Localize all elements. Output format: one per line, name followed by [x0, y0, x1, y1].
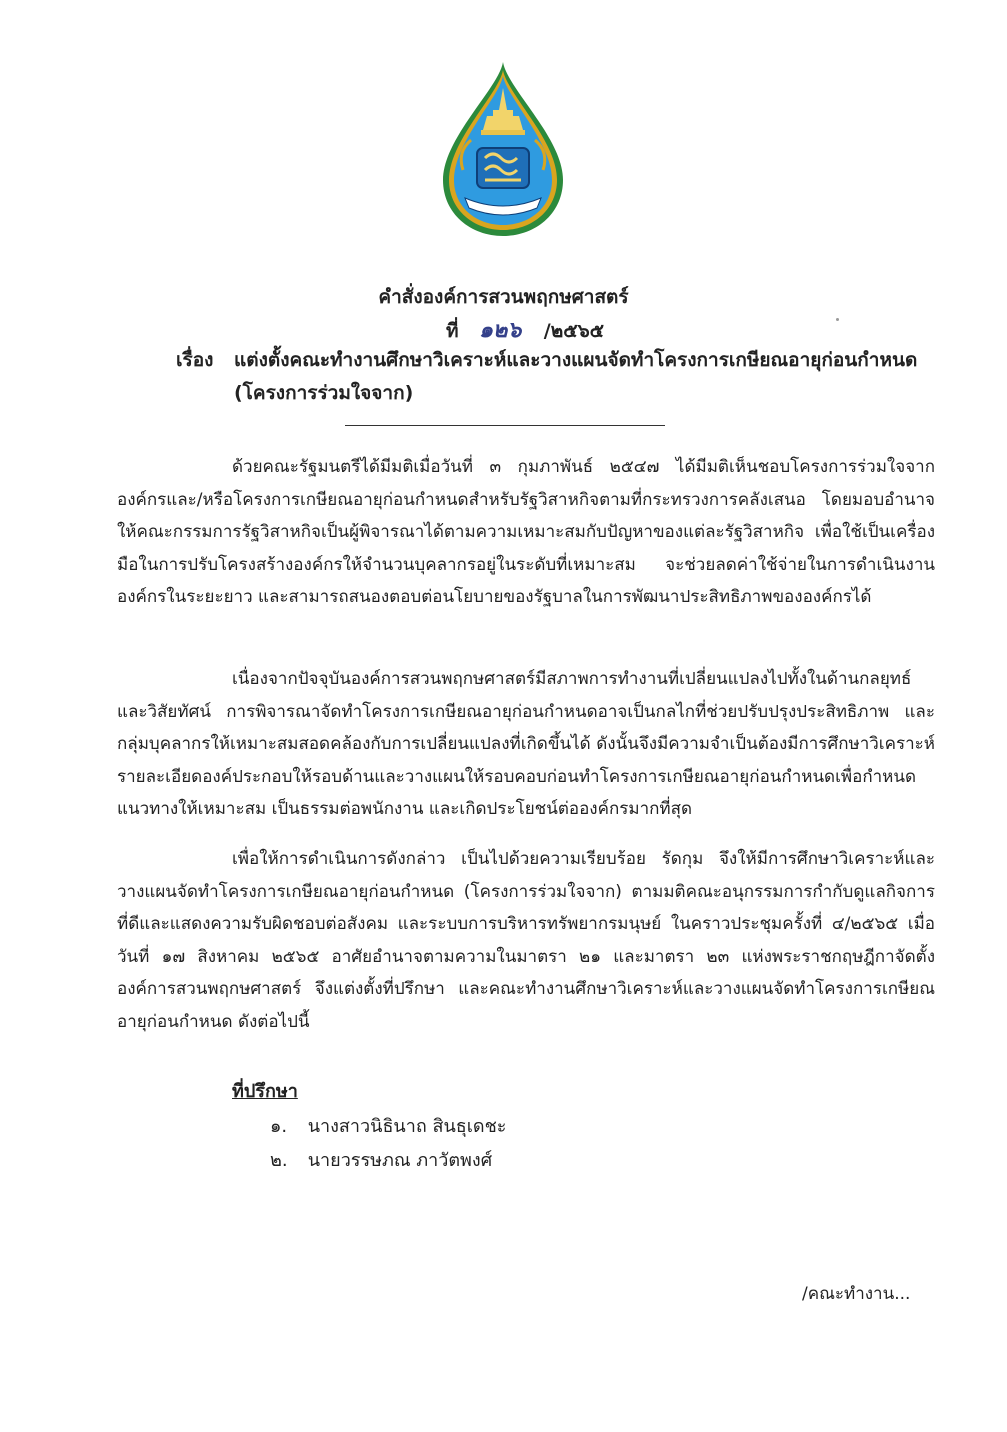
advisors-section — [232, 1076, 506, 1179]
body-paragraph-1: ด้วยคณะรัฐมนตรีได้มีมติเมื่อวันที่ ๓ กุมภาพันธ์ ๒๕๔๗ ได้มีมติเห็นชอบโครงการร่วมใจจากองค์กรและ/หรือโครงการเกษียณอายุก่อนกำหนดสำหรับรัฐวิสาหกิจตามที่กระทรวงการคลังเสนอ โดยมอบอำนาจให้คณะกรรมการรัฐวิสาหกิจเป็นผู้พิจารณาได้ตามความเหมาะสมกับปัญหาของแต่ละรัฐวิสาหกิจ เพื่อใช้เป็นเครื่องมือในการปรับโครงสร้างองค์กรให้จำนวนบุคลากรอยู่ในระดับที่เหมาะสม จะช่วยลดค่าใช้จ่ายในการดำเนินงานองค์กรในระยะยาว และสามารถสนองตอบต่อนโยบายของรัฐบาลในการพัฒนาประสิทธิภาพขององค์กรได้ — [117, 457, 935, 608]
order-number-prefix: ที่ — [446, 320, 459, 342]
subject-line-2: (โครงการร่วมใจจาก) — [234, 382, 414, 404]
order-number — [446, 312, 604, 347]
advisor-number: ๒. — [270, 1150, 288, 1171]
advisors-heading: ที่ปรึกษา — [232, 1081, 298, 1102]
header-divider — [345, 425, 665, 426]
organization-seal-logo — [437, 58, 569, 238]
advisor-item — [270, 1111, 506, 1145]
advisor-name: นางสาวนิธินาถ สินธุเดชะ — [307, 1116, 507, 1137]
page-continuation: /คณะทำงาน... — [802, 1284, 911, 1304]
body-paragraph-3: เพื่อให้การดำเนินการดังกล่าว เป็นไปด้วยความเรียบร้อย รัดกุม จึงให้มีการศึกษาวิเคราะห์และวางแผนจัดทำโครงการเกษียณอายุก่อนกำหนด (โครงการร่วมใจจาก) ตามมติคณะอนุกรรมการกำกับดูแลกิจการที่ดีและแสดงความรับผิดชอบต่อสังคม และระบบการบริหารทรัพยากรมนุษย์ ในคราวประชุมครั้งที่ ๔/๒๕๖๕ เมื่อวันที่ ๑๗ สิงหาคม ๒๕๖๕ อาศัยอำนาจตามความในมาตรา ๒๑ และมาตรา ๒๓ แห่งพระราชกฤษฎีกาจัดตั้งองค์การสวนพฤกษศาสตร์ จึงแต่งตั้งที่ปรึกษา และคณะทำงานศึกษาวิเคราะห์และวางแผนจัดทำโครงการเกษียณอายุก่อนกำหนด ดังต่อไปนี้ — [117, 849, 935, 1032]
order-number-year: /๒๕๖๕ — [543, 320, 605, 342]
document-title: คำสั่งองค์การสวนพฤกษศาสตร์ — [378, 286, 629, 308]
body-paragraph-2: เนื่องจากปัจจุบันองค์การสวนพฤกษศาสตร์มีสภาพการทำงานที่เปลี่ยนแปลงไปทั้งในด้านกลยุทธ์และวิสัยทัศน์ การพิจารณาจัดทำโครงการเกษียณอายุก่อนกำหนดอาจเป็นกลไกที่ช่วยปรับปรุงประสิทธิภาพ และกลุ่มบุคลากรให้เหมาะสมสอดคล้องกับการเปลี่ยนแปลงที่เกิดขึ้นได้ ดังนั้นจึงมีความจำเป็นต้องมีการศึกษาวิเคราะห์รายละเอียดองค์ประกอบให้รอบด้านและวางแผนให้รอบคอบก่อนทำโครงการเกษียณอายุก่อนกำหนดเพื่อกำหนดแนวทางให้เหมาะสม เป็นธรรมต่อพนักงาน และเกิดประโยชน์ต่อองค์กรมากที่สุด — [117, 669, 935, 820]
advisor-name: นายวรรษภณ ภาวัตพงศ์ — [307, 1150, 493, 1171]
order-number-handwritten: ๑๒๖ — [478, 317, 522, 343]
advisor-item — [270, 1145, 506, 1179]
subject-label: เรื่อง — [176, 349, 214, 371]
advisor-number: ๑. — [270, 1116, 288, 1137]
scan-speck — [836, 318, 839, 321]
organization-seal-icon — [437, 58, 569, 238]
subject-line-1: แต่งตั้งคณะทำงานศึกษาวิเคราะห์และวางแผนจัดทำโครงการเกษียณอายุก่อนกำหนด — [234, 349, 918, 371]
